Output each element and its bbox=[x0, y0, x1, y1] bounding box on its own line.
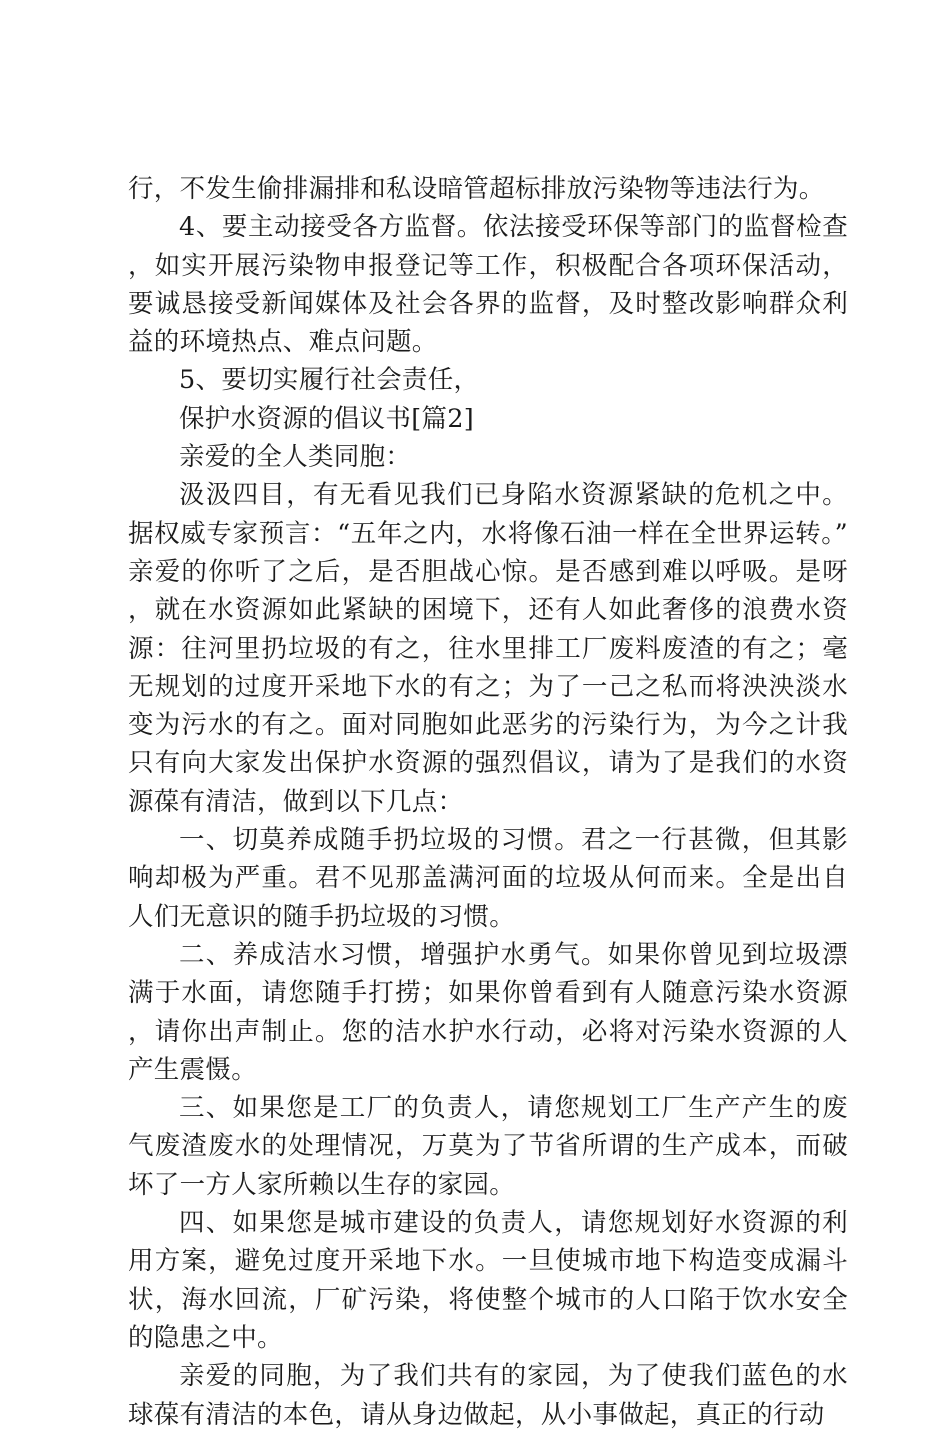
section-title: 保护水资源的倡议书[篇2] bbox=[179, 403, 475, 434]
paragraph-point-two: 二、养成洁水习惯，增强护水勇气。如果你曾见到垃圾漂满于水面，请您随手打捞；如果你曾看到有人随意污染水资源，请你出声制止。您的洁水护水行动，必将对污染水资源的人产生震慑。 bbox=[128, 939, 848, 1085]
paragraph-continuation: 行，不发生偷排漏排和私设暗管超标排放污染物等违法行为。 bbox=[128, 174, 825, 204]
paragraph-item-5: 5、要切实履行社会责任， bbox=[179, 365, 480, 396]
paragraph-point-one: 一、切莫养成随手扔垃圾的习惯。君之一行甚微，但其影响却极为严重。君不见那盖满河面的垃圾从何而来。全是出自人们无意识的随手扔垃圾的习惯。 bbox=[128, 825, 848, 932]
paragraph-item-4: 4、要主动接受各方监督。依法接受环保等部门的监督检查，如实开展污染物申报登记等工作，积极配合各项环保活动，要诚恳接受新闻媒体及社会各界的监督，及时整改影响群众利益的环境热点、难点问题。 bbox=[128, 212, 848, 358]
paragraph-point-three: 三、如果您是工厂的负责人，请您规划工厂生产产生的废气废渣废水的处理情况，万莫为了节省所谓的生产成本，而破坏了一方人家所赖以生存的家园。 bbox=[128, 1093, 848, 1200]
paragraph-closing: 亲爱的同胞，为了我们共有的家园，为了使我们蓝色的水球葆有清洁的本色，请从身边做起，从小事做起，真正的行动 bbox=[128, 1361, 848, 1430]
paragraph-point-four: 四、如果您是城市建设的负责人，请您规划好水资源的利用方案，避免过度开采地下水。一旦使城市地下构造变成漏斗状，海水回流，厂矿污染，将使整个城市的人口陷于饮水安全的隐患之中。 bbox=[128, 1208, 848, 1353]
salutation: 亲爱的全人类同胞： bbox=[179, 442, 412, 473]
document-body bbox=[128, 170, 848, 1434]
paragraph-intro: 汲汲四目，有无看见我们已身陷水资源紧缺的危机之中。据权威专家预言：“五年之内，水将像石油一样在全世界运转。”亲爱的你听了之后，是否胆战心惊。是否感到难以呼吸。是呀，就在水资源如此紧缺的困境下，还有人如此奢侈的浪费水资源：往河里扔垃圾的有之，往水里排工厂废料废渣的有之；毫无规划的过度开采地下水的有之；为了一己之私而将泱泱淡水变为污水的有之。面对同胞如此恶劣的污染行为，为今之计我只有向大家发出保护水资源的强烈倡议，请为了是我们的水资源葆有清洁，做到以下几点： bbox=[128, 480, 848, 817]
